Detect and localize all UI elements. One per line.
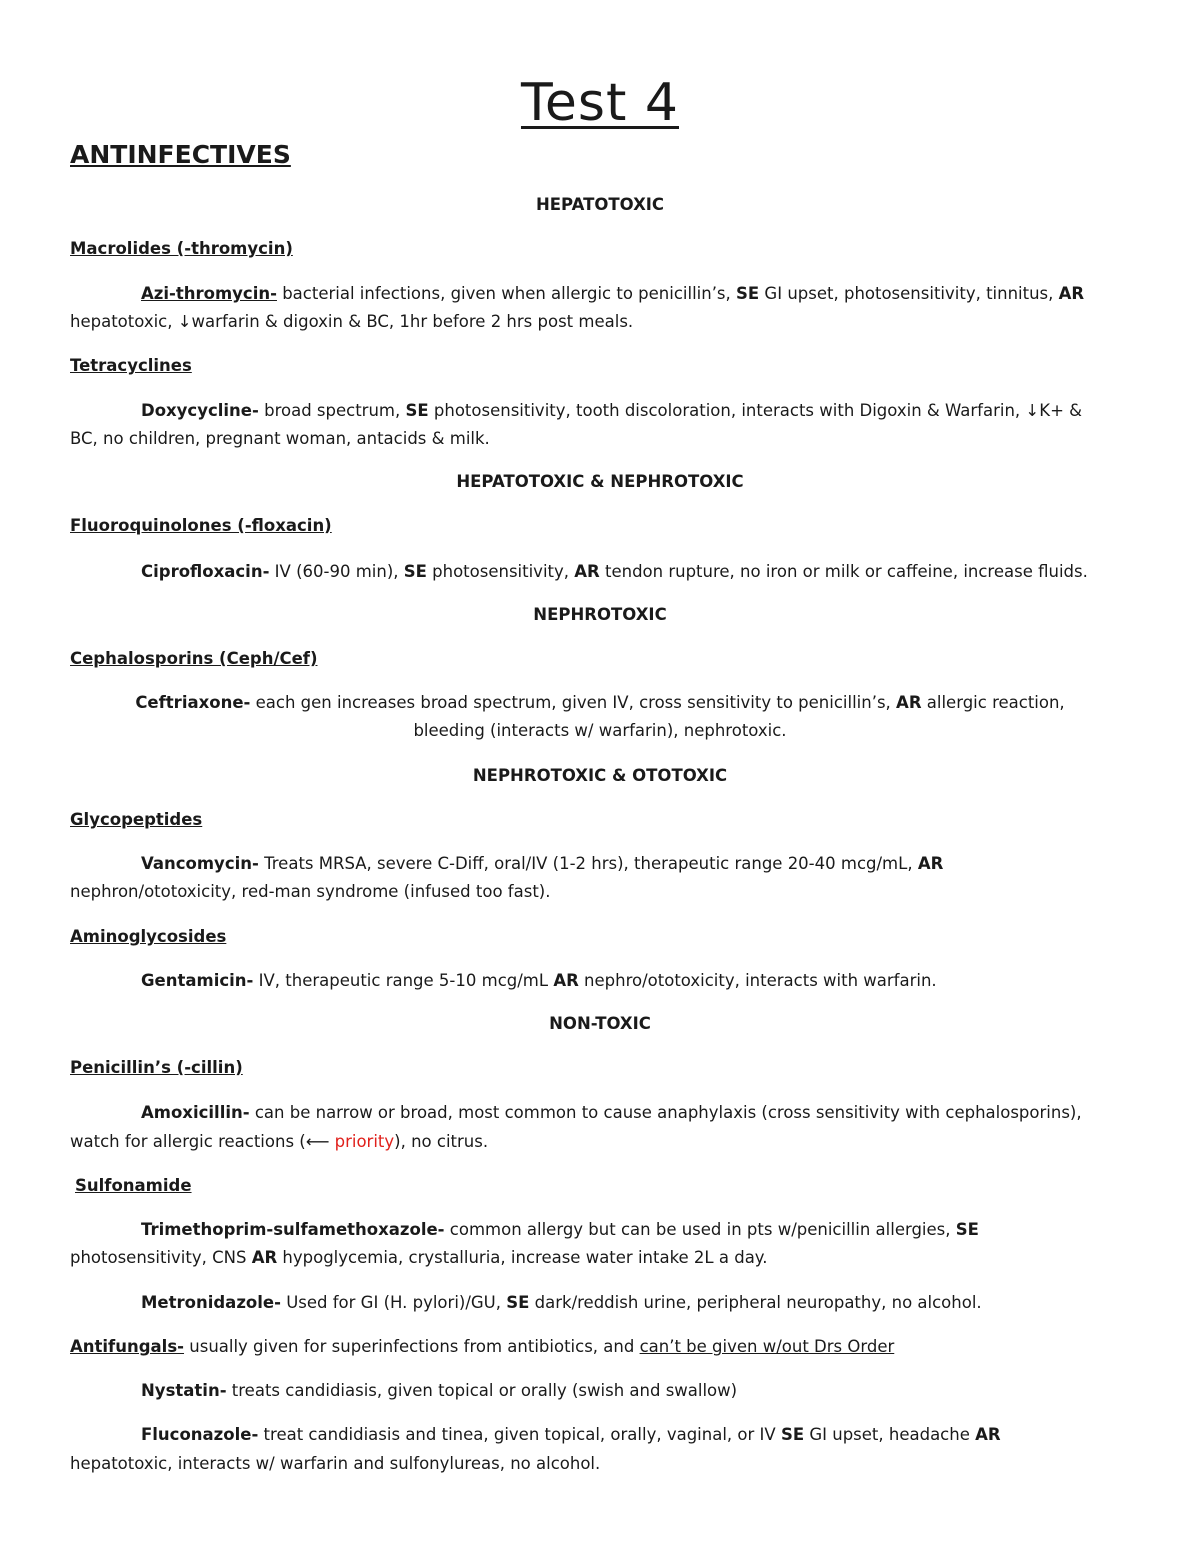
drug-text: Treats MRSA, severe C-Diff, oral/IV (1-2 hrs), therapeutic range 20-40 mcg/mL, bbox=[258, 854, 918, 873]
ar-label: AR bbox=[1058, 284, 1085, 303]
drug-name: Vancomycin- bbox=[141, 854, 259, 873]
drug-name: Azi-thromycin- bbox=[141, 284, 277, 303]
drug-text: photosensitivity, CNS bbox=[70, 1248, 252, 1267]
group-heading-hepatotoxic: HEPATOTOXIC bbox=[535, 195, 665, 214]
drug-text: broad spectrum, bbox=[258, 401, 406, 420]
drug-name: Trimethoprim-sulfamethoxazole- bbox=[141, 1220, 445, 1239]
drug-entry-vancomycin bbox=[70, 850, 1200, 878]
ar-label: AR bbox=[917, 854, 944, 873]
drug-text: treats candidiasis, given topical or orally (swish and swallow) bbox=[226, 1381, 738, 1400]
drug-entry-continuation: hepatotoxic, interacts w/ warfarin and sulfonylureas, no alcohol. bbox=[70, 1454, 601, 1473]
drug-name: Ceftriaxone- bbox=[135, 693, 251, 712]
drug-name: Nystatin- bbox=[141, 1381, 227, 1400]
category-macrolides bbox=[70, 235, 1130, 263]
drug-entry-amoxicillin bbox=[70, 1099, 1200, 1127]
drug-text: nephro/ototoxicity, interacts with warfarin. bbox=[578, 971, 937, 990]
drug-text: photosensitivity, bbox=[426, 562, 575, 581]
drug-entry-tmp-smx bbox=[70, 1216, 1200, 1244]
drug-entry-ceftriaxone bbox=[0, 689, 1200, 717]
category-glycopeptides bbox=[70, 806, 1130, 834]
drug-text: Used for GI (H. pylori)/GU, bbox=[280, 1293, 507, 1312]
category-aminoglycosides bbox=[70, 923, 1130, 951]
drug-text: tendon rupture, no iron or milk or caffeine, increase fluids. bbox=[599, 562, 1088, 581]
drug-entry-gentamicin bbox=[70, 967, 1200, 995]
drug-entry-continuation bbox=[70, 1244, 1130, 1272]
drug-text: GI upset, headache bbox=[804, 1425, 976, 1444]
group-heading-hep-neph: HEPATOTOXIC & NEPHROTOXIC bbox=[456, 472, 744, 491]
drug-text: each gen increases broad spectrum, given IV, cross sensitivity to penicillin’s, bbox=[250, 693, 897, 712]
drug-name: Amoxicillin- bbox=[141, 1103, 250, 1122]
drug-entry-ciprofloxacin bbox=[70, 558, 1200, 586]
ar-label: AR bbox=[251, 1248, 278, 1267]
drug-entry-continuation: hepatotoxic, ↓warfarin & digoxin & BC, 1hr before 2 hrs post meals. bbox=[70, 312, 634, 331]
category-sulfonamide bbox=[75, 1172, 1135, 1200]
se-label: SE bbox=[405, 401, 429, 420]
section-heading: ANTINFECTIVES bbox=[70, 140, 291, 169]
drug-text: treat candidiasis and tinea, given topical, orally, vaginal, or IV bbox=[258, 1425, 781, 1444]
category-label: Sulfonamide bbox=[75, 1176, 192, 1195]
ar-label: AR bbox=[574, 562, 600, 581]
category-label: Antifungals- bbox=[70, 1337, 185, 1356]
category-fluoroquinolones bbox=[70, 512, 1130, 540]
drug-text: IV, therapeutic range 5-10 mcg/mL bbox=[253, 971, 554, 990]
drug-text: IV (60-90 min), bbox=[269, 562, 404, 581]
drug-text: GI upset, photosensitivity, tinnitus, bbox=[759, 284, 1059, 303]
drug-entry-metronidazole bbox=[70, 1289, 1200, 1317]
drug-name: Ciprofloxacin- bbox=[141, 562, 270, 581]
order-note: can’t be given w/out Drs Order bbox=[639, 1337, 895, 1356]
category-tetracyclines bbox=[70, 352, 1130, 380]
category-antifungals bbox=[70, 1333, 1130, 1361]
category-label: Fluoroquinolones (-floxacin) bbox=[70, 516, 332, 535]
drug-name: Gentamicin- bbox=[141, 971, 254, 990]
drug-text: dark/reddish urine, peripheral neuropathy, no alcohol. bbox=[529, 1293, 982, 1312]
category-label: Tetracyclines bbox=[70, 356, 192, 375]
se-label: SE bbox=[403, 562, 427, 581]
drug-text: hypoglycemia, crystalluria, increase water intake 2L a day. bbox=[277, 1248, 768, 1267]
drug-entry-azithromycin bbox=[70, 280, 1200, 308]
group-heading-nephrotoxic: NEPHROTOXIC bbox=[533, 605, 667, 624]
drug-text: allergic reaction, bbox=[921, 693, 1065, 712]
category-label: Macrolides (-thromycin) bbox=[70, 239, 293, 258]
ar-label: AR bbox=[553, 971, 579, 990]
drug-text: ), no citrus. bbox=[394, 1132, 489, 1151]
category-label: Penicillin’s (-cillin) bbox=[70, 1058, 243, 1077]
drug-text: photosensitivity, tooth discoloration, interacts with Digoxin & Warfarin, ↓K+ & bbox=[428, 401, 1083, 420]
ar-label: AR bbox=[975, 1425, 1001, 1444]
drug-name: Fluconazole- bbox=[141, 1425, 259, 1444]
group-heading-neph-oto: NEPHROTOXIC & OTOTOXIC bbox=[472, 766, 728, 785]
drug-text: bacterial infections, given when allergic to penicillin’s, bbox=[276, 284, 737, 303]
drug-text: usually given for superinfections from antibiotics, and bbox=[184, 1337, 640, 1356]
ar-label: AR bbox=[896, 693, 922, 712]
category-penicillins bbox=[70, 1054, 1130, 1082]
category-cephalosporins bbox=[70, 645, 1130, 673]
group-heading-nontoxic: NON-TOXIC bbox=[549, 1014, 651, 1033]
drug-name: Metronidazole- bbox=[141, 1293, 281, 1312]
se-label: SE bbox=[506, 1293, 530, 1312]
drug-entry-fluconazole bbox=[70, 1421, 1200, 1449]
category-label: Aminoglycosides bbox=[70, 927, 227, 946]
drug-entry-continuation: bleeding (interacts w/ warfarin), nephrotoxic. bbox=[413, 721, 787, 740]
document-title: Test 4 bbox=[520, 73, 679, 133]
category-label: Glycopeptides bbox=[70, 810, 203, 829]
drug-name: Doxycycline- bbox=[141, 401, 259, 420]
drug-entry-doxycycline bbox=[70, 397, 1200, 425]
priority-note: priority bbox=[334, 1132, 395, 1151]
drug-text: can be narrow or broad, most common to cause anaphylaxis (cross sensitivity with cephalosporins), bbox=[249, 1103, 1082, 1122]
drug-entry-continuation: BC, no children, pregnant woman, antacids & milk. bbox=[70, 429, 490, 448]
drug-text: watch for allergic reactions (⟵ bbox=[70, 1132, 335, 1151]
se-label: SE bbox=[955, 1220, 979, 1239]
drug-text: common allergy but can be used in pts w/penicillin allergies, bbox=[444, 1220, 956, 1239]
drug-entry-continuation bbox=[70, 1128, 1130, 1156]
se-label: SE bbox=[780, 1425, 805, 1444]
drug-entry-continuation: nephron/ototoxicity, red-man syndrome (infused too fast). bbox=[70, 882, 551, 901]
se-label: SE bbox=[736, 284, 760, 303]
drug-entry-nystatin bbox=[70, 1377, 1200, 1405]
category-label: Cephalosporins (Ceph/Cef) bbox=[70, 649, 318, 668]
